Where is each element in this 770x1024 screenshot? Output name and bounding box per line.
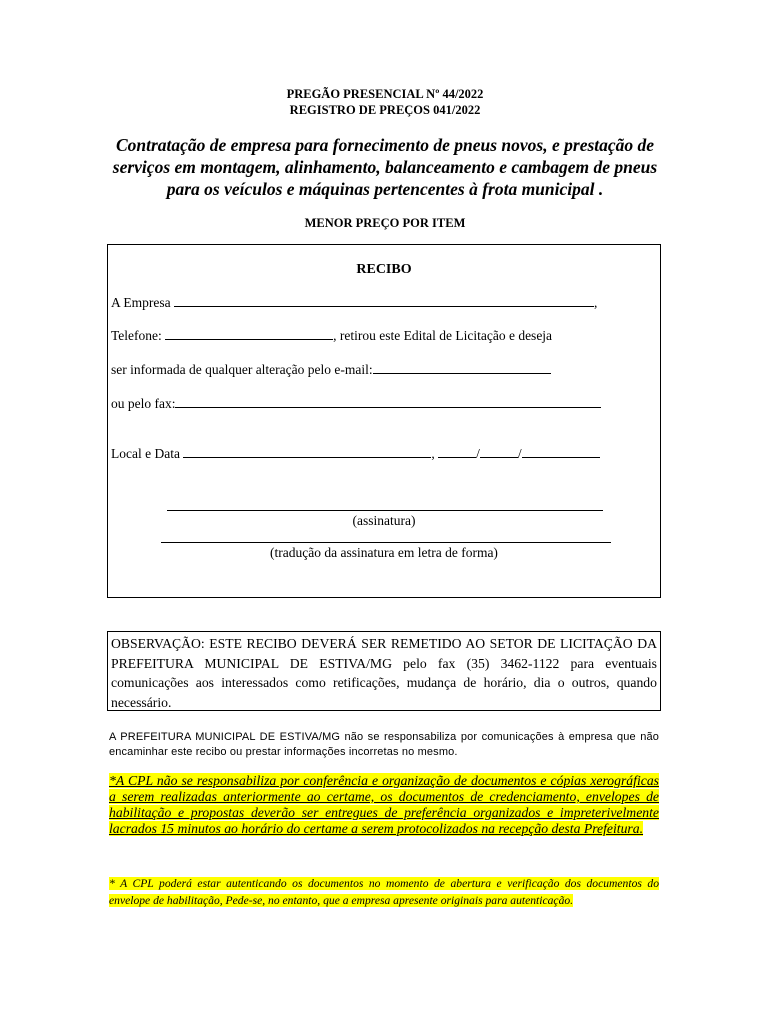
fax-row [111,395,601,412]
process-number: PREGÃO PRESENCIAL Nº 44/2022 [286,87,484,101]
signature-caption: (assinatura) [352,513,416,528]
cpl-note-documents [109,773,659,837]
responsibility-notice: A PREFEITURA MUNICIPAL DE ESTIVA/MG não se responsabiliza por comunicações à empresa que não encaminhar este recibo ou prestar informações incorretas no mesmo. [109,731,659,758]
receipt-title: RECIBO [356,262,412,277]
day-field[interactable] [438,445,476,458]
judging-criterion: MENOR PREÇO POR ITEM [304,216,466,230]
fax-label: ou pelo fax: [111,396,176,411]
phone-statement: , retirou este Edital de Licitação e deseja [333,328,553,343]
local-date-row [111,445,600,462]
cpl-note-documents-text: *A CPL não se responsabiliza por conferência e organização de documentos e cópias xerográficas a serem realizadas anteriormente ao certame, os documentos de credenciamento, envelopes de habilitação e propostas deverão ser entregues de preferência organizados e impreterivelmente lacrados 15 minutos ao horário do certame a serem protocolizados na recepção desta Prefeitura. [109,773,659,836]
company-field[interactable] [174,294,594,307]
phone-row [111,327,552,344]
cpl-note-authentication-text: * A CPL poderá estar autenticando os documentos no momento de abertura e verificação dos documentos do envelope de habilitação, Pede-se, no entanto, que a empresa apresente originais para autenticação. [109,877,659,907]
local-date-label: Local e Data [111,446,180,461]
phone-label: Telefone: [111,328,162,343]
phone-field[interactable] [165,327,333,340]
company-label: A Empresa [111,295,171,310]
contract-subject: Contratação de empresa para fornecimento de pneus novos, e prestação de serviços em montagem, alinhamento, balanceamento e cambagem de pneus para os veículos e máquinas pertencentes à frota municipal . [112,135,658,199]
printed-name-caption: (tradução da assinatura em letra de forma) [270,545,498,560]
company-comma: , [594,295,598,310]
registry-number: REGISTRO DE PREÇOS 041/2022 [289,103,481,117]
signature-line[interactable] [167,510,603,511]
date-slash-2: / [517,446,522,461]
date-comma: , [431,446,435,461]
receipt-form [107,244,661,598]
email-row [111,361,551,378]
date-slash-1: / [476,446,480,461]
observation-box: OBSERVAÇÃO: ESTE RECIBO DEVERÁ SER REMETIDO AO SETOR DE LICITAÇÃO DA PREFEITURA MUNICIPAL DE ESTIVA/MG pelo fax (35) 3462-1122 para eventuais comunicações aos interessados como retificações, mudança de horário, dia o outros, quando necessário. [107,631,661,711]
cpl-note-authentication [109,876,659,909]
month-field[interactable] [480,445,518,458]
fax-field[interactable] [175,395,601,408]
email-label: ser informada de qualquer alteração pelo e-mail: [111,362,373,377]
company-row [111,294,597,311]
local-field[interactable] [183,445,431,458]
year-field[interactable] [522,445,600,458]
email-field[interactable] [373,361,551,374]
printed-name-line[interactable] [161,542,611,543]
